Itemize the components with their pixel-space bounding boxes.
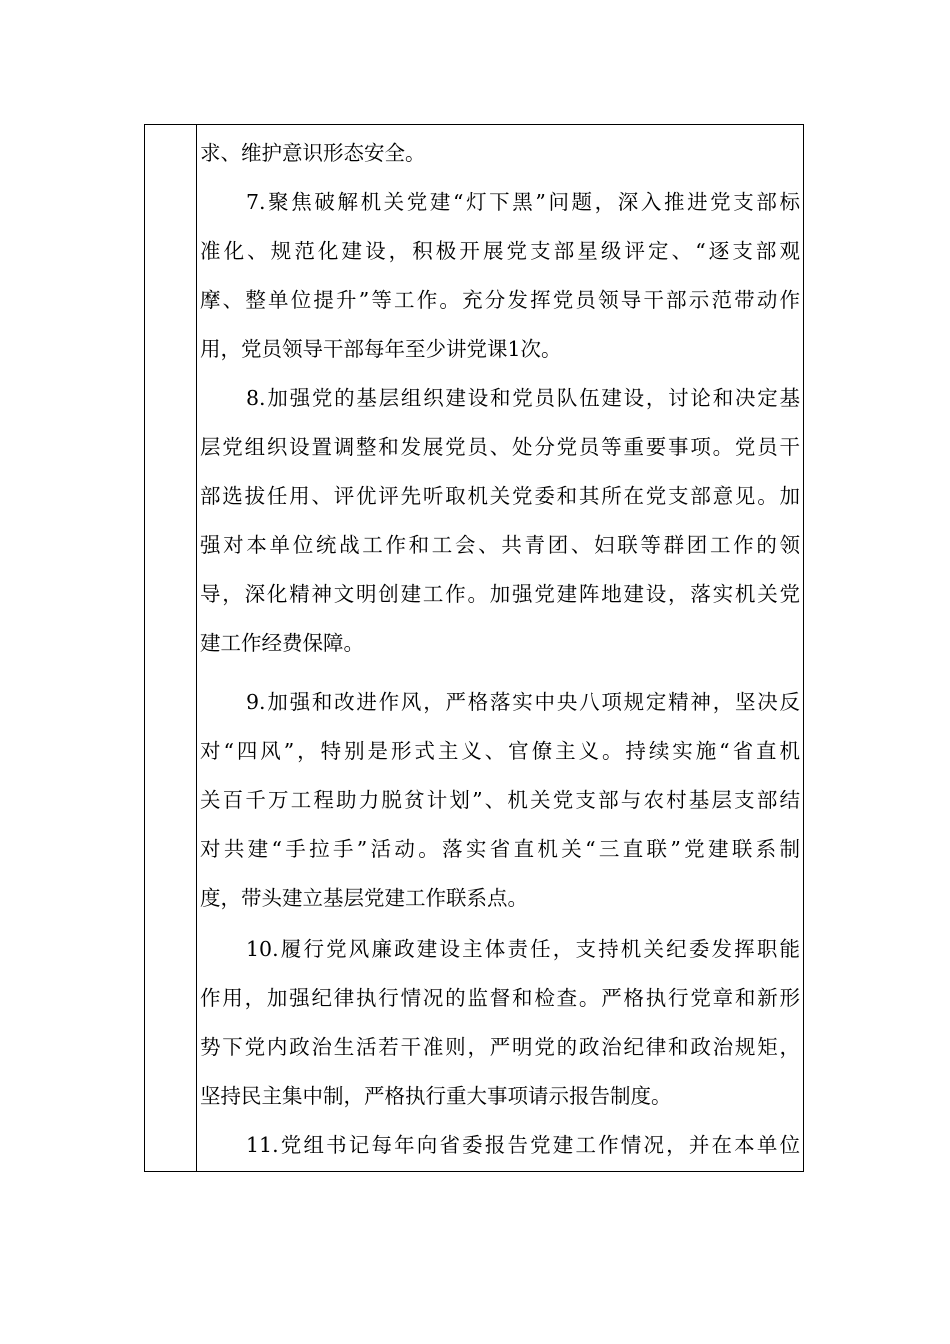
paragraph-11-line: 11.党组书记每年向省委报告党建工作情况，并在本单位: [246, 1133, 800, 1157]
text-line: 坚持民主集中制，严格执行重大事项请示报告制度。: [200, 1084, 672, 1108]
text-line: 对共建“手拉手”活动。落实省直机关“三直联”党建联系制: [200, 837, 800, 861]
paragraph-8-line: 8.加强党的基层组织建设和党员队伍建设，讨论和决定基: [246, 386, 800, 410]
paragraph-10-line: 10.履行党风廉政建设主体责任，支持机关纪委发挥职能: [246, 937, 800, 961]
text-line: 部选拔任用、评优评先听取机关党委和其所在党支部意见。加: [200, 484, 800, 508]
text-line: 建工作经费保障。: [200, 631, 364, 655]
text-line: 对“四风”，特别是形式主义、官僚主义。持续实施“省直机: [200, 739, 800, 763]
text-line: 强对本单位统战工作和工会、共青团、妇联等群团工作的领: [200, 533, 800, 557]
text-line: 用，党员领导干部每年至少讲党课1次。: [200, 337, 562, 361]
text-line: 导，深化精神文明创建工作。加强党建阵地建设，落实机关党: [200, 582, 800, 606]
text-line: 摩、整单位提升”等工作。充分发挥党员领导干部示范带动作: [200, 288, 800, 312]
paragraph-9-line: 9.加强和改进作风，严格落实中央八项规定精神，坚决反: [246, 690, 800, 714]
text-line: 关百千万工程助力脱贫计划”、机关党支部与农村基层支部结: [200, 788, 800, 812]
text-line: 势下党内政治生活若干准则，严明党的政治纪律和政治规矩，: [200, 1035, 800, 1059]
table-left-column: [145, 125, 197, 1171]
text-line: 准化、规范化建设，积极开展党支部星级评定、“逐支部观: [200, 239, 800, 263]
paragraph-7-line: 7.聚焦破解机关党建“灯下黑”问题，深入推进党支部标: [246, 190, 800, 214]
text-line: 度，带头建立基层党建工作联系点。: [200, 886, 528, 910]
text-line: 作用，加强纪律执行情况的监督和检查。严格执行党章和新形: [200, 986, 800, 1010]
document-table: [144, 124, 804, 1172]
text-line: 层党组织设置调整和发展党员、处分党员等重要事项。党员干: [200, 435, 800, 459]
text-line: 求、维护意识形态安全。: [200, 141, 426, 165]
table-content-cell: [197, 125, 803, 1171]
